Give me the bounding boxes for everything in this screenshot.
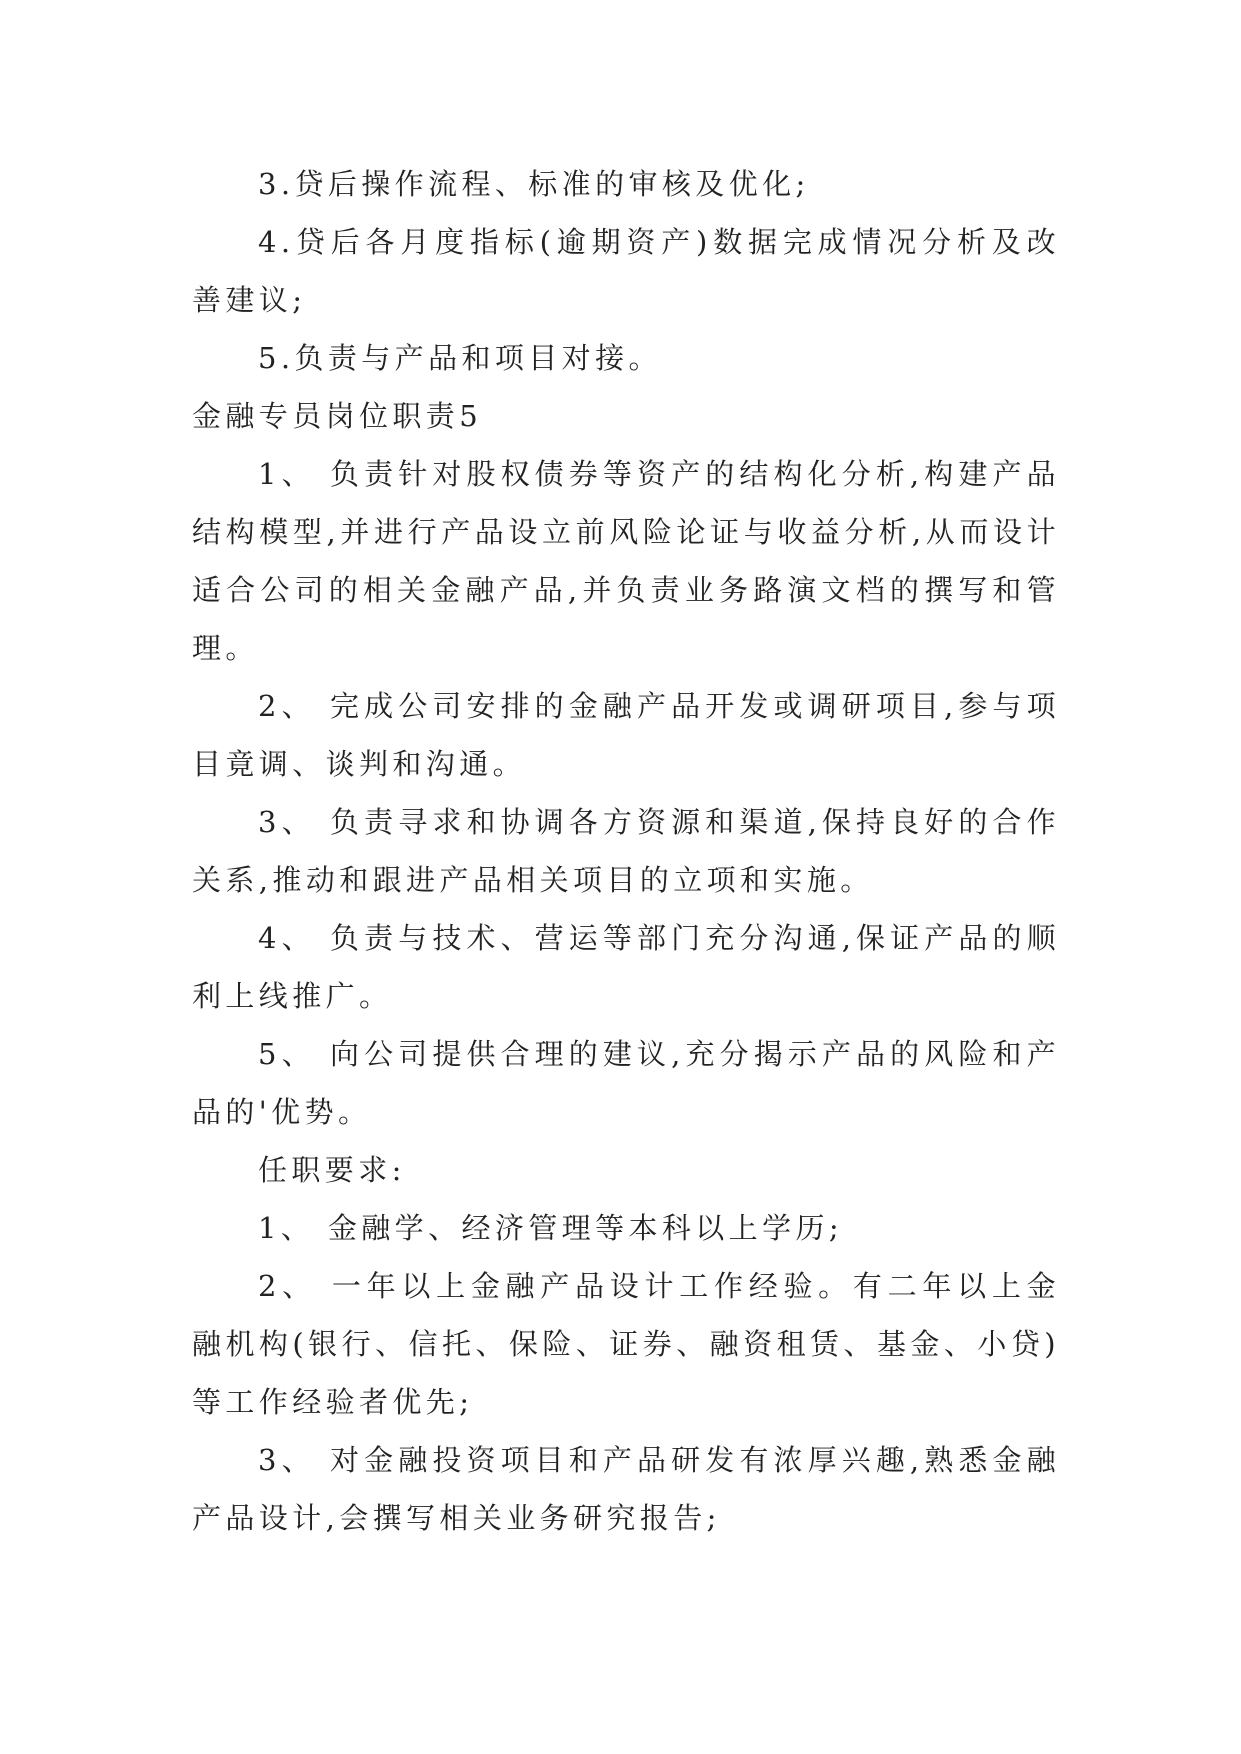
paragraph-5: 1、 负责针对股权债券等资产的结构化分析,构建产品结构模型,并进行产品设立前风险论证与收益分析,从而设计适合公司的相关金融产品,并负责业务路演文档的撰写和管理。 [192, 457, 1060, 665]
paragraph-7: 3、 负责寻求和协调各方资源和渠道,保持良好的合作关系,推动和跟进产品相关项目的立项和实施。 [192, 805, 1060, 897]
document-body [192, 155, 1060, 1547]
paragraph-2: 4.贷后各月度指标(逾期资产)数据完成情况分析及改善建议; [192, 225, 1060, 317]
paragraph-12: 2、 一年以上金融产品设计工作经验。有二年以上金融机构(银行、信托、保险、证券、融资租赁、基金、小贷)等工作经验者优先; [192, 1269, 1060, 1419]
requirements-heading: 任职要求: [258, 1153, 406, 1187]
paragraph-3: 5.负责与产品和项目对接。 [258, 341, 662, 375]
paragraph-1: 3.贷后操作流程、标准的审核及优化; [258, 167, 810, 201]
paragraph-8: 4、 负责与技术、营运等部门充分沟通,保证产品的顺利上线推广。 [192, 921, 1060, 1013]
paragraph-13: 3、 对金融投资项目和产品研发有浓厚兴趣,熟悉金融产品设计,会撰写相关业务研究报告; [192, 1443, 1060, 1535]
paragraph-9: 5、 向公司提供合理的建议,充分揭示产品的风险和产品的'优势。 [192, 1037, 1060, 1129]
paragraph-6: 2、 完成公司安排的金融产品开发或调研项目,参与项目竟调、谈判和沟通。 [192, 689, 1060, 781]
paragraph-11: 1、 金融学、经济管理等本科以上学历; [258, 1211, 844, 1245]
section-heading: 金融专员岗位职责5 [192, 399, 483, 433]
